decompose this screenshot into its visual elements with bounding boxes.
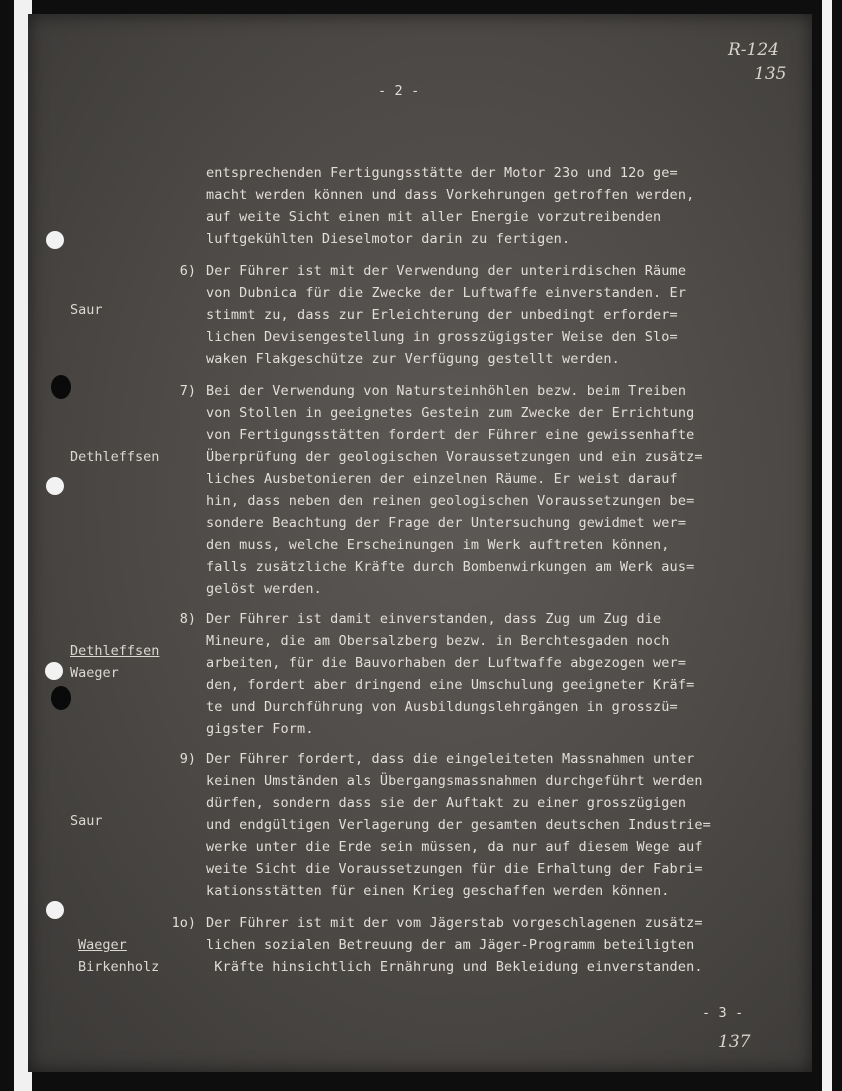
text-line: Kräfte hinsichtlich Ernährung und Bekleidung einverstanden. [206,959,703,975]
punch-hole [51,686,71,710]
text-line: luftgekühlten Dieselmotor darin zu fertigen. [206,231,571,247]
text-line: falls zusätzliche Kräfte durch Bombenwirkungen am Werk aus= [206,559,695,575]
text-line: lichen Devisengestellung in grosszügigster Weise den Slo= [206,329,678,345]
item-number: 7) [179,383,196,399]
text-line: dürfen, sondern dass sie der Auftakt zu einer grosszügigen [206,795,687,811]
text-line: werke unter die Erde sein müssen, da nur auf diesem Wege auf [206,839,703,855]
text-line: entsprechenden Fertigungsstätte der Motor 23o und 12o ge= [206,165,678,181]
text-line: hin, dass neben den reinen geologischen Voraussetzungen be= [206,493,695,509]
item-number: 6) [179,263,196,279]
margin-name-waeger: Waeger [70,665,119,681]
text-line: den, fordert aber dringend eine Umschulung geeigneter Kräf= [206,677,695,693]
text-line: Der Führer ist damit einverstanden, dass Zug um Zug die [206,611,662,627]
punch-hole [46,231,64,249]
text-line: auf weite Sicht einen mit aller Energie vorzutreibenden [206,209,662,225]
text-line: gelöst werden. [206,581,322,597]
punch-hole [46,901,64,919]
text-line: waken Flakgeschütze zur Verfügung gestellt werden. [206,351,620,367]
text-line: stimmt zu, dass zur Erleichterung der unbedingt erforder= [206,307,678,323]
item-number: 1o) [171,915,196,931]
archive-mark-line1: R-124 [728,40,779,60]
text-line: Der Führer fordert, dass die eingeleiteten Massnahmen unter [206,751,695,767]
text-line: Der Führer ist mit der vom Jägerstab vorgeschlagenen zusätz= [206,915,703,931]
margin-name-dethleffsen-underlined: Dethleffsen [70,643,160,659]
text-line: Mineure, die am Obersalzberg bezw. in Berchtesgaden noch [206,633,670,649]
text-line: und endgültigen Verlagerung der gesamten deutschen Industrie= [206,817,711,833]
page-number-header: - 2 - [378,83,420,99]
text-line: kationsstätten für einen Krieg geschaffen werden können. [206,883,670,899]
punch-hole [46,477,64,495]
text-line: weite Sicht die Voraussetzungen für die Erhaltung der Fabri= [206,861,703,877]
text-line: liches Ausbetonieren der einzelnen Räume. Er weist darauf [206,471,678,487]
margin-name-saur: Saur [70,813,103,829]
text-line: gigster Form. [206,721,314,737]
archive-number: 137 [718,1032,751,1052]
text-line: te und Durchführung von Ausbildungslehrgängen in grosszü= [206,699,678,715]
text-line: von Dubnica für die Zwecke der Luftwaffe einverstanden. Er [206,285,687,301]
text-line: keinen Umständen als Übergangsmassnahmen durchgeführt werden [206,773,703,789]
text-line: von Fertigungsstätten fordert der Führer eine gewissenhafte [206,427,695,443]
item-number: 9) [179,751,196,767]
margin-name-saur: Saur [70,302,103,318]
item-number: 8) [179,611,196,627]
text-line: von Stollen in geeignetes Gestein zum Zwecke der Errichtung [206,405,695,421]
document-page [28,14,812,1072]
text-line: sondere Beachtung der Frage der Untersuchung gewidmet wer= [206,515,687,531]
text-line: macht werden können und dass Vorkehrungen getroffen werden, [206,187,695,203]
margin-name-birkenholz: Birkenholz [78,959,160,975]
margin-name-dethleffsen: Dethleffsen [70,449,160,465]
margin-name-waeger-underlined: Waeger [78,937,127,953]
punch-hole [45,662,63,680]
text-line: Bei der Verwendung von Natursteinhöhlen bezw. beim Treiben [206,383,687,399]
archive-mark-line2: 135 [754,64,787,84]
text-line: Der Führer ist mit der Verwendung der unterirdischen Räume [206,263,687,279]
text-line: den muss, welche Erscheinungen im Werk auftreten können, [206,537,670,553]
text-line: Überprüfung der geologischen Voraussetzungen und ein zusätz= [206,449,703,465]
film-frame-right-edge [822,0,832,1091]
next-page-marker: - 3 - [702,1005,744,1021]
text-line: arbeiten, für die Bauvorhaben der Luftwaffe abgezogen wer= [206,655,687,671]
punch-hole [51,375,71,399]
text-line: lichen sozialen Betreuung der am Jäger-Programm beteiligten [206,937,695,953]
